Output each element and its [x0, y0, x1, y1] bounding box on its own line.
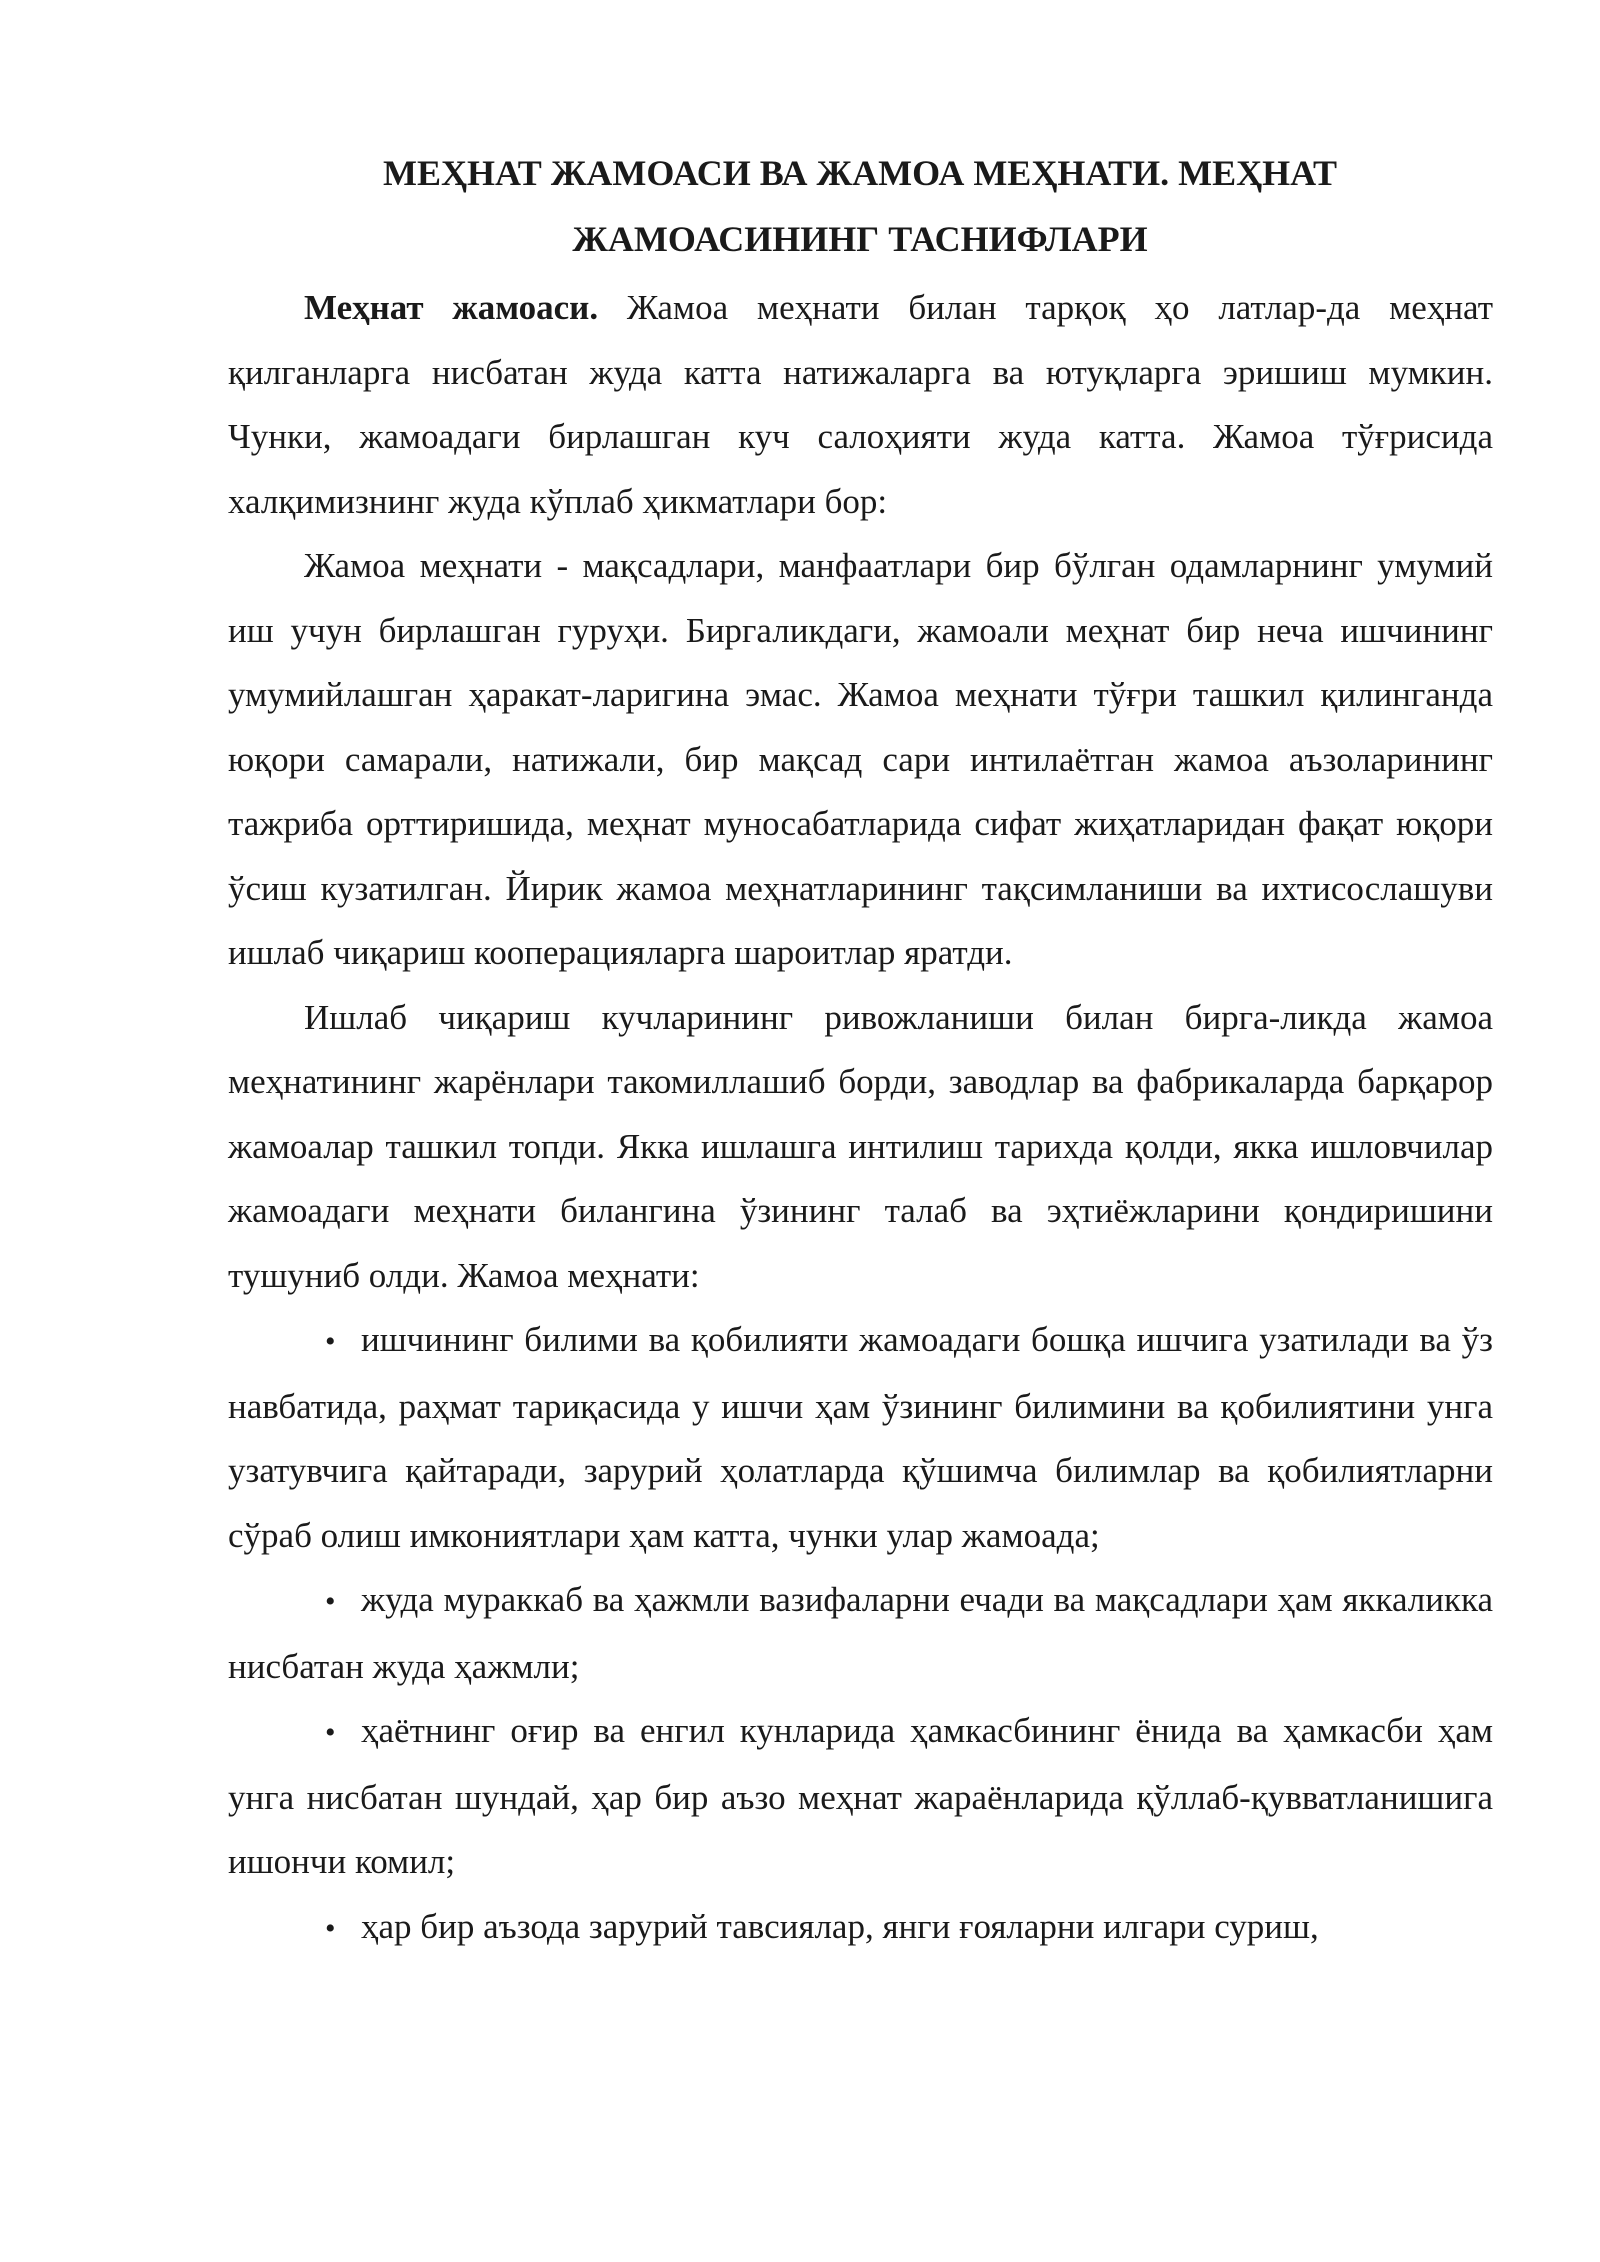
paragraph-1-text: Жамоа меҳнати билан тарқоқ ҳо латлар-да меҳнат қилганларга нисбатан жуда катта натижаларга ва ютуқларга эришиш мумкин. Чунки, жамоадаги бирлашган куч салоҳияти жуда катта. Жамоа тўғрисида халқимизнинг жуда кўплаб ҳикматлари бор:: [228, 288, 1493, 521]
paragraph-1: [228, 276, 1493, 534]
list-item-text: жуда мураккаб ва ҳажмли вазифаларни ечади ва мақсадлари ҳам яккаликка нисбатан жуда ҳажмли;: [228, 1580, 1493, 1686]
paragraph-1-lead: Меҳнат жамоаси.: [304, 288, 599, 327]
title-line-2: ЖАМОАСИНИНГ ТАСНИФЛАРИ: [572, 219, 1148, 259]
list-item: [228, 1895, 1493, 1962]
bullet-icon: •: [325, 1716, 336, 1749]
list-item-text: ҳаётнинг оғир ва енгил кунларида ҳамкасбининг ёнида ва ҳамкасби ҳам унга нисбатан шундай, ҳар бир аъзо меҳнат жараёнларида қўллаб-қувватланишига ишончи комил;: [228, 1711, 1493, 1881]
list-item: [228, 1308, 1493, 1568]
document-body: [228, 276, 1493, 1961]
paragraph-2: Жамоа меҳнати - мақсадлари, манфаатлари бир бўлган одамларнинг умумий иш учун бирлашган гуруҳи. Биргаликдаги, жамоали меҳнат бир неча ишчининг умумийлашган ҳаракат-ларигина эмас. Жамоа меҳнати тўғри ташкил қилинганда юқори самарали, натижали, бир мақсад сари интилаётган жамоа аъзоларининг тажриба орттиришида, меҳнат муносабатларида сифат жиҳатларидан фақат юқори ўсиш кузатилган. Йирик жамоа меҳнатларининг тақсимланиши ва ихтисослашуви ишлаб чиқариш кооперацияларга шароитлар яратди.: [228, 546, 1493, 972]
list-item-text: ишчининг билими ва қобилияти жамоадаги бошқа ишчига узатилади ва ўз навбатида, раҳмат тариқасида у ишчи ҳам ўзининг билимини ва қобилиятини унга узатувчига қайтаради, зарурий ҳолатларда қўшимча билимлар ва қобилиятларни сўраб олиш имкониятлари ҳам катта, чунки улар жамоада;: [228, 1320, 1493, 1555]
paragraph-3: Ишлаб чиқариш кучларининг ривожланиши билан бирга-ликда жамоа меҳнатининг жарёнлари такомиллашиб борди, заводлар ва фабрикаларда барқарор жамоалар ташкил топди. Якка ишлашга интилиш тарихда қолди, якка ишловчилар жамоадаги меҳнати билангина ўзининг талаб ва эҳтиёжларини қондиришини тушуниб олди. Жамоа меҳнати:: [228, 997, 1493, 1295]
bullet-icon: •: [325, 1911, 336, 1945]
list-item: [228, 1699, 1493, 1895]
title-line-1: МЕҲНАТ ЖАМОАСИ ВА ЖАМОА МЕҲНАТИ. МЕҲНАТ: [382, 153, 1338, 193]
document-title: [200, 140, 1520, 272]
list-item: [228, 1568, 1493, 1699]
bullet-icon: •: [325, 1325, 336, 1358]
list-item-text: ҳар бир аъзода зарурий тавсиялар, янги ғояларни илгари суриш,: [361, 1906, 1319, 1946]
bullet-icon: •: [325, 1585, 336, 1618]
